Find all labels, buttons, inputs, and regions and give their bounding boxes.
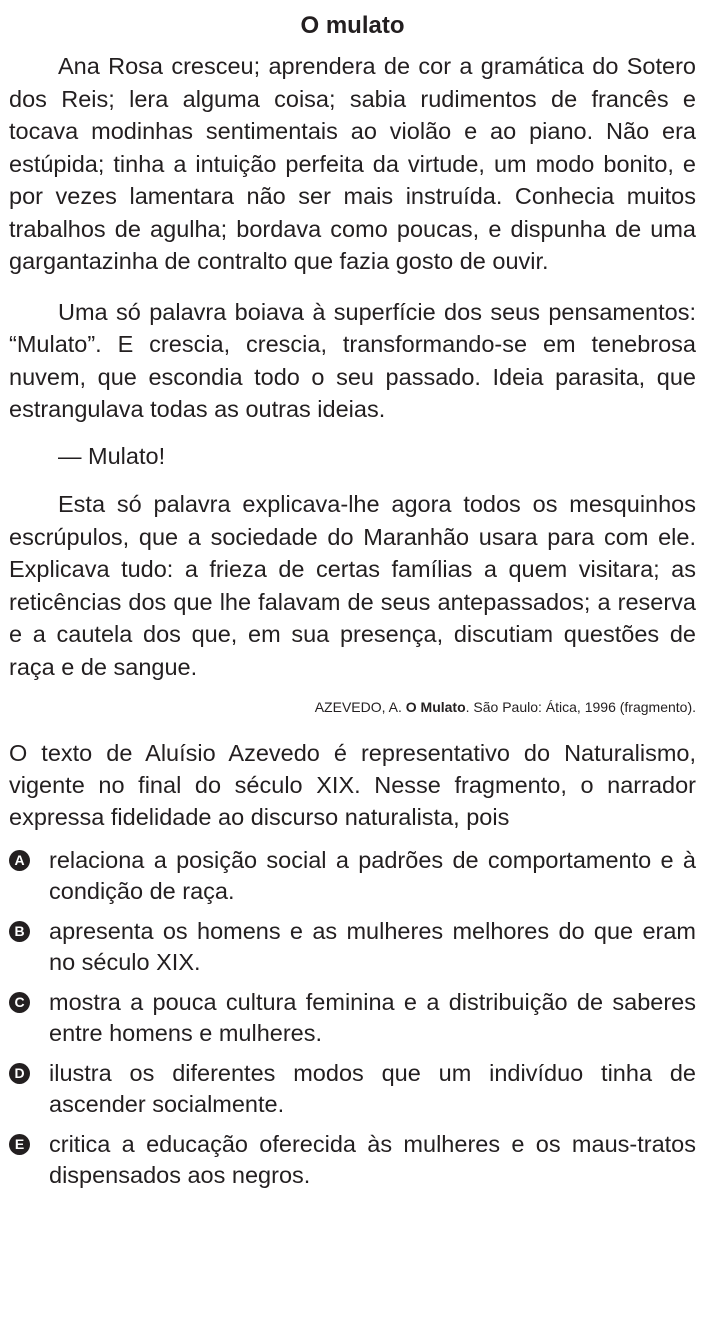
source-citation: [9, 698, 696, 716]
option-b-letter-icon: B: [9, 921, 30, 942]
source-author: AZEVEDO, A.: [314, 699, 406, 715]
source-rest: . São Paulo: Ática, 1996 (fragmento).: [465, 699, 696, 715]
option-a[interactable]: [9, 845, 696, 907]
paragraph-4: Esta só palavra explicava-lhe agora todos os mesquinhos escrúpulos, que a sociedade do Maranhão usara para com ele. Explicava tudo: a frieza de certas famílias a quem visitara; as reticências dos que lhe falavam de seus antepassados; a reserva e a cautela dos que, em sua presença, discutiam questões de raça e de sangue.: [9, 491, 696, 680]
option-e-letter-icon: E: [9, 1134, 30, 1155]
option-b[interactable]: [9, 916, 696, 978]
option-b-text: apresenta os homens e as mulheres melhores do que eram no século XIX.: [49, 918, 696, 975]
text-title: O mulato: [300, 12, 405, 39]
paragraph-2: Uma só palavra boiava à superfície dos seus pensamentos: “Mulato”. E crescia, crescia, transformando-se em tenebrosa nuvem, que escondia todo o seu passado. Ideia parasita, que estrangulava todas as outras ideias.: [9, 298, 696, 422]
option-d-text: ilustra os diferentes modos que um indivíduo tinha de ascender socialmente.: [49, 1060, 696, 1117]
option-a-letter-icon: A: [9, 850, 30, 871]
source-work: O Mulato: [405, 699, 466, 715]
option-a-text: relaciona a posição social a padrões de comportamento e à condição de raça.: [49, 847, 696, 904]
document-page: [0, 11, 705, 1323]
answer-options: [9, 845, 696, 1191]
paragraph-3: — Mulato!: [58, 442, 166, 469]
option-c[interactable]: [9, 987, 696, 1049]
question-stem: O texto de Aluísio Azevedo é representativo do Naturalismo, vigente no final do século XIX. Nesse fragmento, o narrador expressa fidelidade ao discurso naturalista, pois: [9, 740, 696, 830]
option-d[interactable]: [9, 1058, 696, 1120]
option-e-text: critica a educação oferecida às mulheres e os maus-tratos dispensados aos negros.: [49, 1131, 696, 1188]
option-e[interactable]: [9, 1129, 696, 1191]
paragraph-1: Ana Rosa cresceu; aprendera de cor a gramática do Sotero dos Reis; lera alguma coisa; sabia rudimentos de francês e tocava modinhas sentimentais ao violão e ao piano. Não era estúpida; tinha a intuição perfeita da virtude, um modo bonito, e por vezes lamentara não ser mais instruída. Conhecia muitos trabalhos de agulha; bordava como poucas, e dispunha de uma gargantazinha de contralto que fazia gosto de ouvir.: [9, 53, 696, 274]
option-c-letter-icon: C: [9, 992, 30, 1013]
option-c-text: mostra a pouca cultura feminina e a distribuição de saberes entre homens e mulheres.: [49, 989, 696, 1046]
option-d-letter-icon: D: [9, 1063, 30, 1084]
